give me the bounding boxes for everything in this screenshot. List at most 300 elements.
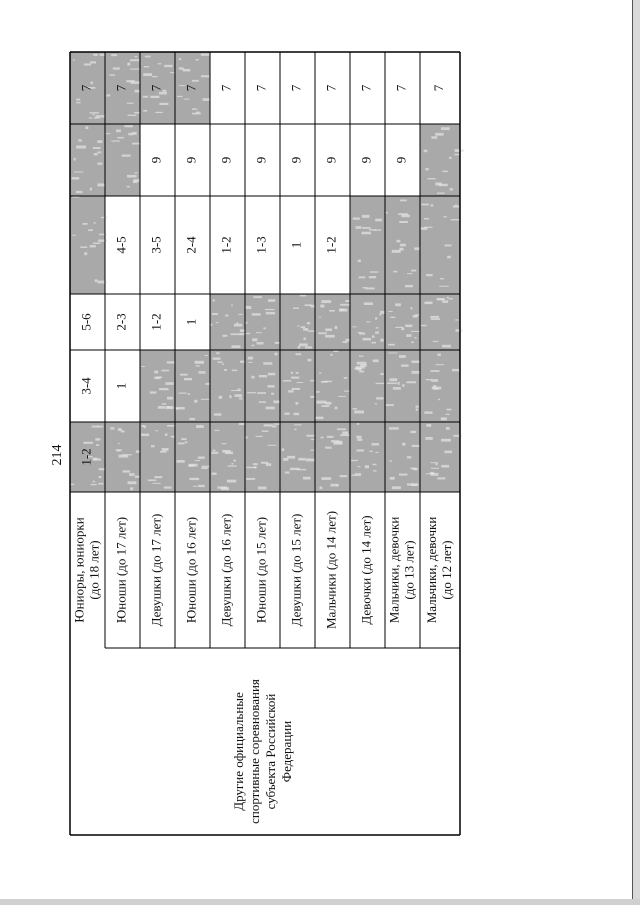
shade-speckle bbox=[291, 372, 293, 374]
row-label: Юниоры, юниорки bbox=[71, 517, 87, 623]
shade-speckle bbox=[442, 345, 451, 348]
shade-speckle bbox=[228, 465, 237, 466]
shade-speckle bbox=[441, 417, 447, 420]
shade-speckle bbox=[203, 98, 210, 101]
shade-speckle bbox=[268, 385, 275, 387]
shade-speckle bbox=[99, 234, 107, 236]
shade-speckle bbox=[379, 313, 381, 315]
shade-speckle bbox=[144, 66, 149, 67]
shade-speckle bbox=[264, 424, 273, 426]
shade-speckle bbox=[94, 153, 98, 155]
shade-speckle bbox=[414, 337, 416, 338]
shade-speckle bbox=[111, 140, 119, 141]
shade-speckle bbox=[83, 223, 88, 225]
shade-speckle bbox=[126, 186, 129, 187]
header-cell: 5-6 bbox=[78, 313, 94, 331]
shade-speckle bbox=[88, 229, 93, 231]
shade-speckle bbox=[231, 333, 240, 335]
shade-speckle bbox=[416, 405, 419, 407]
shade-speckle bbox=[421, 227, 428, 230]
shade-speckle bbox=[282, 448, 284, 451]
shade-speckle bbox=[443, 171, 448, 173]
shade-speckle bbox=[76, 191, 83, 193]
data-cell: 1 bbox=[288, 241, 304, 249]
shade-speckle bbox=[266, 312, 275, 314]
shade-speckle bbox=[222, 335, 227, 337]
shade-speckle bbox=[318, 332, 327, 334]
shade-speckle bbox=[155, 430, 158, 431]
shade-speckle bbox=[205, 383, 209, 385]
data-cell: 9 bbox=[183, 156, 199, 164]
shade-speckle bbox=[231, 305, 233, 306]
shade-speckle bbox=[319, 372, 321, 373]
shade-speckle bbox=[451, 219, 460, 220]
shade-speckle bbox=[248, 357, 253, 360]
shade-speckle bbox=[455, 319, 459, 320]
shaded-cell bbox=[245, 422, 280, 492]
shade-speckle bbox=[193, 486, 197, 487]
category-label: спортивные соревнования bbox=[246, 679, 262, 824]
row-label: (до 12 лет) bbox=[438, 540, 454, 600]
shade-speckle bbox=[399, 248, 403, 251]
shade-speckle bbox=[257, 392, 266, 394]
category-label: Федерации bbox=[278, 720, 294, 783]
shade-speckle bbox=[106, 94, 110, 96]
shade-speckle bbox=[118, 443, 120, 444]
shade-speckle bbox=[160, 451, 166, 453]
shade-speckle bbox=[84, 252, 87, 255]
shade-speckle bbox=[155, 112, 162, 113]
shade-speckle bbox=[150, 391, 157, 393]
shade-speckle bbox=[188, 464, 197, 467]
data-cell: 1-2 bbox=[148, 313, 164, 331]
shade-speckle bbox=[434, 388, 439, 390]
shade-speckle bbox=[453, 435, 462, 437]
shade-speckle bbox=[252, 313, 261, 315]
shade-speckle bbox=[164, 65, 172, 67]
shade-speckle bbox=[321, 300, 331, 303]
shade-speckle bbox=[380, 373, 383, 375]
shade-speckle bbox=[231, 345, 240, 348]
shade-speckle bbox=[406, 334, 412, 337]
shade-speckle bbox=[301, 326, 306, 328]
shade-speckle bbox=[303, 338, 306, 340]
shade-speckle bbox=[127, 175, 137, 178]
shade-speckle bbox=[116, 449, 122, 451]
shade-speckle bbox=[305, 346, 312, 348]
row-label: Девушки (до 16 лет) bbox=[218, 513, 234, 627]
shade-speckle bbox=[430, 316, 439, 318]
shade-speckle bbox=[376, 327, 379, 328]
row-label: Девушки (до 17 лет) bbox=[148, 513, 164, 627]
shade-speckle bbox=[315, 417, 323, 419]
shade-speckle bbox=[330, 354, 332, 356]
shade-speckle bbox=[148, 479, 157, 481]
shade-speckle bbox=[214, 413, 221, 415]
shade-speckle bbox=[214, 430, 219, 431]
shade-speckle bbox=[274, 353, 277, 356]
shade-speckle bbox=[340, 304, 350, 306]
shade-speckle bbox=[333, 442, 342, 445]
shaded-cell bbox=[385, 294, 420, 350]
shade-speckle bbox=[395, 303, 401, 306]
shade-speckle bbox=[158, 406, 165, 409]
shade-speckle bbox=[441, 127, 450, 130]
shade-speckle bbox=[388, 353, 397, 354]
shade-speckle bbox=[90, 112, 99, 113]
shade-speckle bbox=[431, 468, 439, 469]
shade-speckle bbox=[412, 445, 421, 447]
shade-speckle bbox=[438, 299, 444, 300]
shade-speckle bbox=[356, 449, 364, 451]
shade-speckle bbox=[118, 428, 122, 431]
shade-speckle bbox=[253, 463, 258, 465]
shade-speckle bbox=[335, 326, 338, 329]
shade-speckle bbox=[263, 327, 265, 329]
shade-speckle bbox=[426, 274, 433, 276]
shade-speckle bbox=[401, 365, 409, 367]
shade-speckle bbox=[410, 431, 416, 433]
shade-speckle bbox=[93, 54, 97, 56]
shade-speckle bbox=[402, 384, 405, 386]
shade-speckle bbox=[92, 426, 99, 428]
shade-speckle bbox=[298, 346, 301, 349]
row-label: (до 18 лет) bbox=[86, 540, 102, 600]
shade-speckle bbox=[438, 399, 440, 400]
shade-speckle bbox=[127, 103, 134, 104]
category-label: Другие официальные bbox=[230, 692, 246, 811]
shade-speckle bbox=[94, 222, 96, 223]
shade-speckle bbox=[201, 75, 211, 77]
shade-speckle bbox=[366, 321, 370, 322]
shade-speckle bbox=[180, 374, 188, 376]
shade-speckle bbox=[284, 413, 289, 415]
data-cell: 7 bbox=[78, 84, 94, 92]
shade-speckle bbox=[92, 114, 94, 115]
shade-speckle bbox=[369, 276, 376, 278]
shade-speckle bbox=[95, 279, 98, 282]
shade-speckle bbox=[195, 361, 204, 364]
shade-speckle bbox=[373, 470, 376, 471]
shade-speckle bbox=[369, 229, 376, 230]
shade-speckle bbox=[117, 137, 124, 138]
shade-speckle bbox=[155, 476, 163, 478]
data-cell: 9 bbox=[253, 156, 269, 164]
shade-speckle bbox=[399, 355, 406, 358]
shade-speckle bbox=[128, 115, 137, 116]
shade-speckle bbox=[177, 96, 182, 97]
shade-speckle bbox=[306, 329, 308, 330]
shade-speckle bbox=[122, 155, 131, 157]
shade-speckle bbox=[90, 82, 93, 85]
shade-speckle bbox=[89, 117, 93, 118]
shade-speckle bbox=[123, 470, 130, 472]
shaded-cell bbox=[175, 422, 210, 492]
shade-speckle bbox=[188, 393, 190, 395]
shade-speckle bbox=[306, 458, 316, 461]
shade-speckle bbox=[156, 376, 162, 377]
shade-speckle bbox=[227, 480, 236, 483]
shade-speckle bbox=[424, 411, 432, 413]
shade-speckle bbox=[437, 192, 445, 193]
shade-speckle bbox=[400, 244, 406, 247]
shade-speckle bbox=[159, 92, 167, 95]
shade-speckle bbox=[447, 409, 452, 411]
shade-speckle bbox=[167, 397, 173, 400]
shade-speckle bbox=[395, 327, 403, 328]
shade-speckle bbox=[411, 331, 420, 332]
shade-speckle bbox=[358, 332, 362, 333]
shade-speckle bbox=[212, 452, 219, 454]
shade-speckle bbox=[310, 380, 315, 381]
shade-speckle bbox=[271, 393, 274, 395]
row-label: Юноши (до 15 лет) bbox=[253, 516, 269, 624]
shade-speckle bbox=[330, 484, 337, 487]
shade-speckle bbox=[152, 76, 157, 77]
shade-speckle bbox=[239, 398, 242, 400]
shade-speckle bbox=[386, 404, 394, 406]
shade-speckle bbox=[396, 240, 400, 243]
shade-speckle bbox=[300, 295, 306, 297]
shade-speckle bbox=[72, 177, 80, 179]
shade-speckle bbox=[212, 473, 217, 475]
shade-speckle bbox=[437, 477, 445, 479]
shade-speckle bbox=[412, 483, 419, 486]
shade-speckle bbox=[141, 366, 145, 367]
shade-speckle bbox=[371, 342, 375, 344]
data-cell: 1-2 bbox=[323, 236, 339, 254]
shade-speckle bbox=[296, 372, 299, 374]
shade-speckle bbox=[359, 276, 366, 278]
shade-speckle bbox=[421, 204, 428, 206]
shade-speckle bbox=[76, 102, 80, 103]
shade-speckle bbox=[413, 468, 418, 470]
shaded-cell bbox=[315, 350, 350, 422]
shade-speckle bbox=[93, 481, 95, 483]
shaded-cell bbox=[420, 196, 460, 294]
shade-speckle bbox=[222, 450, 230, 453]
shade-speckle bbox=[130, 59, 139, 61]
shade-speckle bbox=[295, 353, 301, 355]
shade-speckle bbox=[116, 129, 121, 132]
shade-speckle bbox=[371, 443, 379, 445]
shade-speckle bbox=[356, 436, 361, 439]
shade-speckle bbox=[135, 56, 138, 58]
shade-speckle bbox=[375, 331, 379, 333]
shade-speckle bbox=[134, 172, 137, 173]
shade-speckle bbox=[245, 333, 250, 334]
shade-speckle bbox=[392, 486, 401, 489]
shade-speckle bbox=[246, 306, 252, 309]
shade-speckle bbox=[216, 322, 219, 323]
shaded-cell bbox=[280, 422, 315, 492]
shade-speckle bbox=[388, 311, 392, 312]
shade-speckle bbox=[179, 393, 187, 394]
row-label: Юноши (до 17 лет) bbox=[113, 516, 129, 624]
shade-speckle bbox=[124, 125, 132, 127]
shade-speckle bbox=[375, 403, 377, 404]
shade-speckle bbox=[293, 413, 299, 415]
shaded-cell bbox=[140, 350, 175, 422]
shade-speckle bbox=[192, 113, 201, 115]
shade-speckle bbox=[167, 425, 175, 427]
shade-speckle bbox=[411, 341, 414, 343]
shade-speckle bbox=[74, 171, 83, 172]
shade-speckle bbox=[162, 448, 169, 451]
shade-speckle bbox=[201, 399, 209, 400]
shade-speckle bbox=[357, 362, 367, 365]
shade-speckle bbox=[189, 418, 195, 420]
shade-speckle bbox=[268, 299, 275, 302]
data-cell: 7 bbox=[113, 84, 129, 92]
shade-speckle bbox=[152, 483, 160, 484]
shade-speckle bbox=[411, 270, 416, 272]
shade-speckle bbox=[201, 53, 210, 55]
shade-speckle bbox=[393, 271, 397, 273]
shade-speckle bbox=[372, 335, 375, 337]
shade-speckle bbox=[158, 63, 162, 64]
shade-speckle bbox=[436, 463, 438, 465]
shade-speckle bbox=[359, 370, 364, 372]
shade-speckle bbox=[132, 143, 139, 145]
shade-speckle bbox=[295, 402, 298, 405]
shade-speckle bbox=[294, 429, 296, 430]
shade-speckle bbox=[354, 411, 364, 414]
data-cell: 7 bbox=[430, 84, 446, 92]
data-cell: 2-3 bbox=[113, 313, 129, 331]
shade-speckle bbox=[307, 322, 310, 324]
shade-speckle bbox=[196, 365, 200, 366]
shade-speckle bbox=[446, 427, 450, 430]
shade-speckle bbox=[359, 355, 363, 356]
shade-speckle bbox=[441, 465, 449, 468]
shade-speckle bbox=[133, 181, 138, 183]
shade-speckle bbox=[93, 147, 101, 149]
shade-speckle bbox=[413, 315, 418, 318]
shade-speckle bbox=[141, 434, 149, 437]
shade-speckle bbox=[164, 486, 172, 488]
shade-speckle bbox=[90, 245, 96, 247]
shade-speckle bbox=[254, 466, 257, 468]
shade-speckle bbox=[105, 133, 110, 134]
shade-speckle bbox=[410, 307, 412, 309]
shade-speckle bbox=[440, 278, 444, 279]
page-number: 214 bbox=[50, 444, 65, 466]
shade-speckle bbox=[143, 96, 148, 98]
shade-speckle bbox=[78, 139, 82, 141]
shade-speckle bbox=[430, 462, 437, 463]
shade-speckle bbox=[185, 441, 188, 443]
row-label: (до 13 лет) bbox=[401, 540, 417, 600]
shade-speckle bbox=[325, 335, 335, 338]
shade-speckle bbox=[362, 232, 371, 235]
data-cell: 1-3 bbox=[253, 236, 269, 254]
shade-speckle bbox=[285, 472, 290, 474]
shade-speckle bbox=[119, 455, 129, 458]
data-cell: 7 bbox=[148, 84, 164, 92]
shade-speckle bbox=[212, 313, 218, 315]
shaded-cell bbox=[140, 422, 175, 492]
shade-speckle bbox=[400, 199, 407, 201]
shade-speckle bbox=[234, 460, 236, 462]
shade-speckle bbox=[329, 310, 335, 312]
shade-speckle bbox=[159, 388, 169, 390]
shade-speckle bbox=[376, 397, 383, 399]
shade-speckle bbox=[199, 371, 206, 374]
shade-speckle bbox=[389, 460, 392, 461]
shade-speckle bbox=[316, 391, 320, 393]
shade-speckle bbox=[326, 402, 332, 405]
shade-speckle bbox=[399, 474, 408, 476]
shade-speckle bbox=[159, 103, 168, 105]
shade-speckle bbox=[389, 427, 399, 429]
shade-speckle bbox=[130, 487, 133, 490]
shade-speckle bbox=[93, 242, 101, 243]
shade-speckle bbox=[398, 382, 400, 385]
shade-speckle bbox=[231, 463, 233, 465]
shade-speckle bbox=[95, 438, 100, 440]
shade-speckle bbox=[441, 439, 451, 442]
shade-speckle bbox=[294, 424, 301, 425]
shade-speckle bbox=[263, 362, 272, 364]
shade-speckle bbox=[437, 353, 441, 355]
shade-speckle bbox=[109, 74, 115, 75]
shade-speckle bbox=[412, 371, 421, 374]
shade-speckle bbox=[445, 244, 452, 246]
shade-speckle bbox=[205, 355, 208, 356]
shade-speckle bbox=[425, 168, 428, 170]
data-cell: 1 bbox=[113, 382, 129, 390]
shade-speckle bbox=[224, 369, 227, 371]
shade-speckle bbox=[449, 298, 453, 300]
shade-speckle bbox=[266, 407, 275, 410]
shade-speckle bbox=[183, 69, 191, 72]
shade-speckle bbox=[435, 182, 442, 185]
shade-speckle bbox=[143, 110, 147, 112]
shade-speckle bbox=[181, 438, 187, 440]
shaded-cell bbox=[175, 350, 210, 422]
shade-speckle bbox=[84, 63, 91, 65]
shade-speckle bbox=[268, 445, 277, 446]
shade-speckle bbox=[405, 285, 413, 287]
shade-speckle bbox=[96, 115, 105, 117]
data-cell: 9 bbox=[358, 156, 374, 164]
data-cell: 7 bbox=[358, 84, 374, 92]
shade-speckle bbox=[74, 158, 76, 161]
shade-speckle bbox=[266, 463, 271, 466]
shade-speckle bbox=[110, 427, 114, 429]
shade-speckle bbox=[375, 452, 378, 453]
shade-speckle bbox=[389, 378, 397, 381]
shaded-cell bbox=[420, 422, 460, 492]
shade-speckle bbox=[245, 436, 247, 438]
shade-speckle bbox=[445, 414, 449, 415]
shade-speckle bbox=[229, 395, 231, 398]
shade-speckle bbox=[353, 408, 357, 410]
shade-speckle bbox=[176, 460, 184, 463]
data-cell: 9 bbox=[323, 156, 339, 164]
shade-speckle bbox=[194, 400, 197, 403]
shade-speckle bbox=[252, 345, 255, 346]
shade-speckle bbox=[111, 54, 117, 56]
shade-speckle bbox=[247, 392, 256, 393]
shade-speckle bbox=[167, 406, 171, 408]
shade-speckle bbox=[128, 481, 137, 484]
shade-speckle bbox=[97, 140, 102, 143]
category-label: субъекта Российской bbox=[262, 693, 278, 810]
shade-speckle bbox=[268, 373, 275, 376]
shaded-cell bbox=[350, 422, 385, 492]
